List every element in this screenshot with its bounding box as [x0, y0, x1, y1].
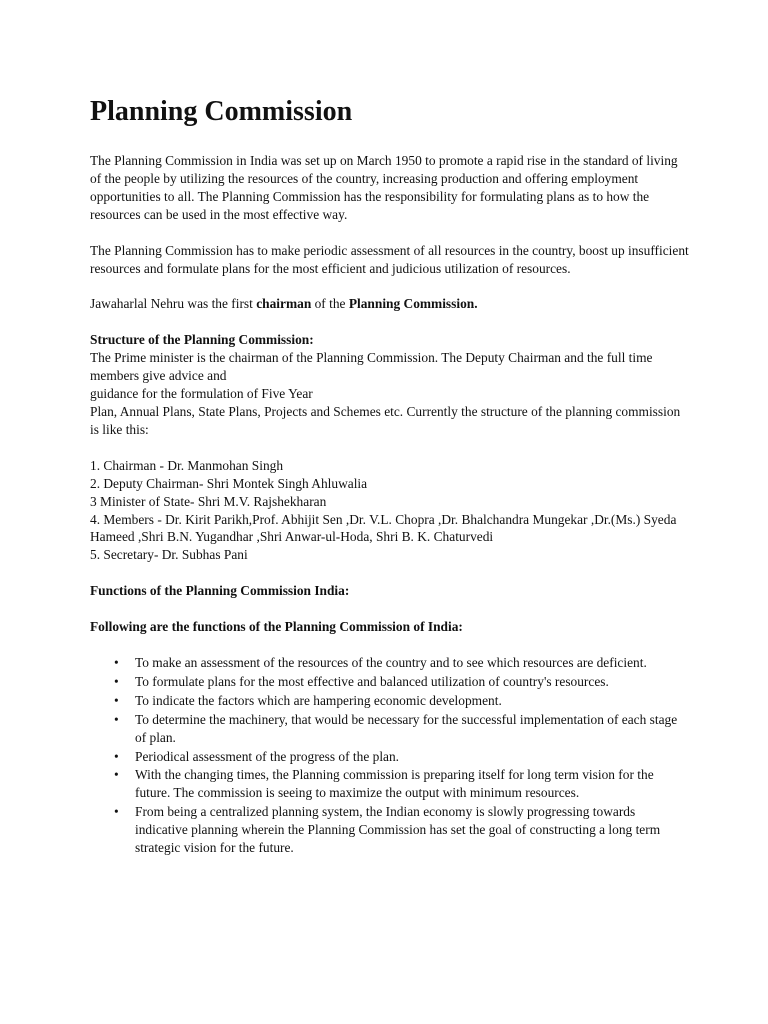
functions-heading — [90, 582, 690, 600]
member-line: 3 Minister of State- Shri M.V. Rajshekharan — [90, 493, 327, 509]
functions-subheading — [90, 618, 690, 636]
functions-subheading-text: Following are the functions of the Planning Commission of India: — [90, 619, 463, 635]
function-item: • To determine the machinery, that would be necessary for the successful implementation of each stage of plan. — [135, 711, 690, 747]
document-page — [90, 92, 690, 858]
structure-heading: Structure of the Planning Commission: — [90, 332, 314, 348]
page-title: Planning Commission — [90, 96, 353, 127]
chairman-sentence-prefix: Jawaharlal Nehru was the first — [90, 296, 257, 312]
function-item: • To make an assessment of the resources of the country and to see which resources are deficient. — [135, 654, 690, 672]
functions-list — [90, 654, 690, 857]
member-line: 1. Chairman - Dr. Manmohan Singh — [90, 457, 284, 473]
structure-section — [90, 331, 690, 438]
chairman-sentence-middle: of the — [311, 296, 349, 312]
function-item: • To indicate the factors which are hampering economic development. — [135, 692, 690, 710]
intro-paragraph: The Planning Commission in India was set up on March 1950 to promote a rapid rise in the standard of living of the people by utilizing the resources of the country, increasing production and offering employment opportunities to all. The Planning Commission has the responsibility for formulating plans as to how the resources can be used in the most effective way. — [90, 153, 678, 222]
chairman-bold: chairman — [256, 296, 312, 312]
functions-heading-text: Functions of the Planning Commission India: — [90, 583, 350, 599]
function-item: • Periodical assessment of the progress of the plan. — [135, 748, 690, 766]
function-item: • To formulate plans for the most effective and balanced utilization of country's resources. — [135, 673, 690, 691]
member-line: 5. Secretary- Dr. Subhas Pani — [90, 547, 248, 563]
members-list — [90, 457, 690, 564]
chairman-sentence — [90, 295, 690, 313]
assessment-paragraph: The Planning Commission has to make periodic assessment of all resources in the country, boost up insufficient resources and formulate plans for the most efficient and judicious utilization of resources. — [90, 242, 689, 276]
member-line: 4. Members - Dr. Kirit Parikh,Prof. Abhijit Sen ,Dr. V.L. Chopra ,Dr. Bhalchandra Mungekar ,Dr.(Ms.) Syeda Hameed ,Shri B.N. Yugandhar ,Shri Anwar-ul-Hoda, Shri B. K. Chaturvedi — [90, 511, 677, 545]
function-item: • From being a centralized planning system, the Indian economy is slowly progressing towards indicative planning wherein the Planning Commission has set the goal of constructing a long term strategic vision for the future. — [135, 803, 690, 857]
structure-line: guidance for the formulation of Five Year — [90, 386, 313, 402]
structure-line: The Prime minister is the chairman of the Planning Commission. The Deputy Chairman and the full time members give advice and — [90, 350, 653, 384]
function-item: • With the changing times, the Planning commission is preparing itself for long term vision for the future. The commission is seeing to maximize the output with minimum resources. — [135, 766, 690, 802]
planning-commission-bold: Planning Commission. — [348, 296, 478, 312]
member-line: 2. Deputy Chairman- Shri Montek Singh Ahluwalia — [90, 475, 368, 491]
structure-line: Plan, Annual Plans, State Plans, Projects and Schemes etc. Currently the structure of the planning commission is like this: — [90, 403, 681, 437]
